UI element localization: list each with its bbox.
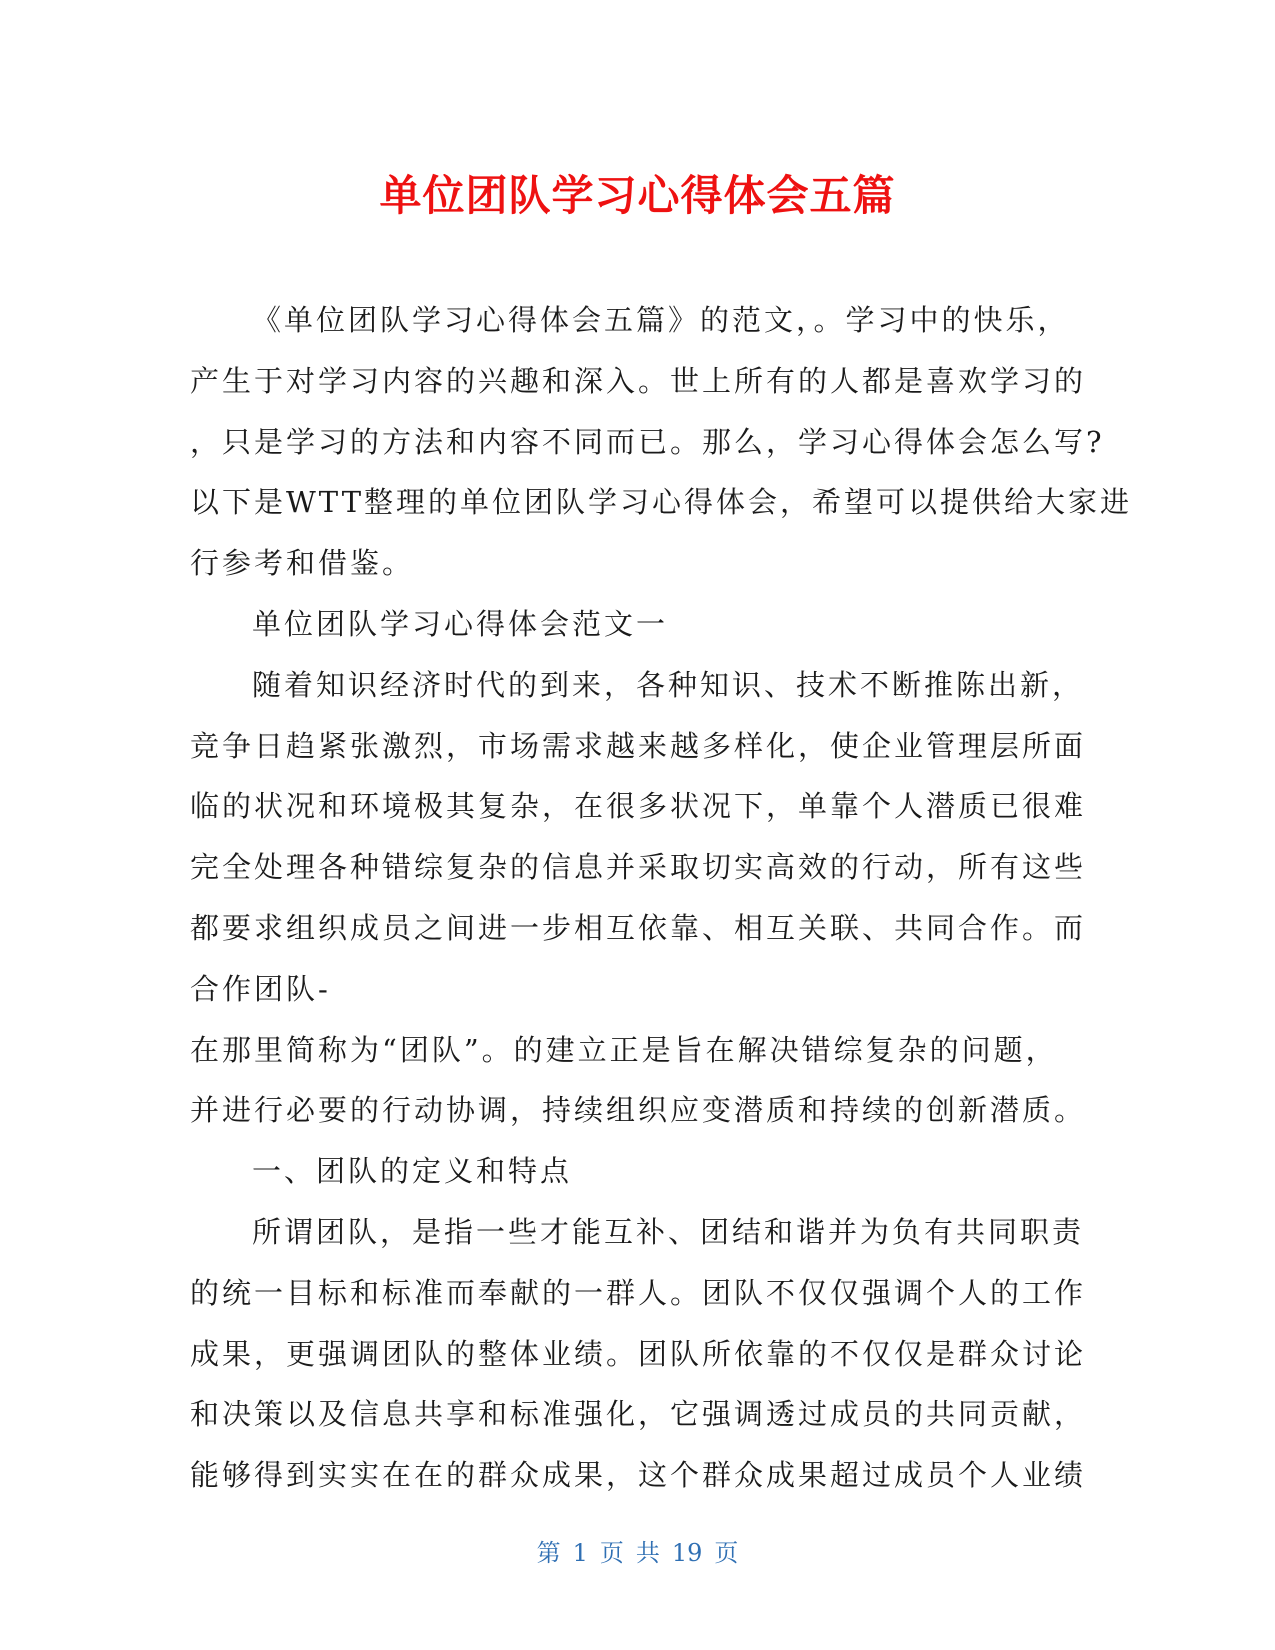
text-line: 随着知识经济时代的到来，各种知识、技术不断推陈出新， [252,667,1085,702]
text-line: 竞争日趋紧张激烈，市场需求越来越多样化，使企业管理层所面 [190,728,1087,763]
text-line: 和决策以及信息共享和标准强化，它强调透过成员的共同贡献， [190,1397,1087,1432]
footer-total-pages: 19 [671,1539,703,1567]
text-line: 完全处理各种错综复杂的信息并采取切实高效的行动，所有这些 [190,850,1087,885]
text-line: 能够得到实实在在的群众成果，这个群众成果超过成员个人业绩 [190,1458,1087,1493]
text-line: 的统一目标和标准而奉献的一群人。团队不仅仅强调个人的工作 [190,1275,1087,1310]
footer-page-unit: 页 [599,1539,624,1567]
section-heading: 单位团队学习心得体会范文一 [252,606,669,641]
document-title: 单位团队学习心得体会五篇 [379,171,896,220]
text-line: 《单位团队学习心得体会五篇》的范文，。学习中的快乐， [252,303,1070,337]
text-line: 并进行必要的行动协调，持续组织应变潜质和持续的创新潜质。 [190,1093,1087,1128]
section-heading: 一、团队的定义和特点 [252,1154,573,1189]
text-line: 合作团队- [190,971,331,1006]
text-line: 成果，更强调团队的整体业绩。团队所依靠的不仅仅是群众讨论 [190,1336,1087,1371]
footer-total-unit: 页 [714,1539,739,1567]
text-line: 临的状况和环境极其复杂，在很多状况下，单靠个人潜质已很难 [190,789,1087,824]
page-footer [0,1537,1275,1569]
footer-total-prefix: 共 [635,1539,660,1567]
text-line: 行参考和借鉴。 [190,546,415,581]
text-line: 都要求组织成员之间进一步相互依靠、相互关联、共同合作。而 [190,910,1087,945]
text-line: 在那里简称为“团队”。的建立正是旨在解决错综复杂的问题， [190,1032,1058,1067]
text-line: 所谓团队，是指一些才能互补、团结和谐并为负有共同职责 [252,1214,1085,1249]
document-body [190,290,1133,1506]
footer-current-page: 1 [572,1539,588,1567]
text-line: 以下是WTT整理的单位团队学习心得体会，希望可以提供给大家进 [190,485,1133,520]
text-line: ，只是学习的方法和内容不同而已。那么，学习心得体会怎么写? [190,424,1105,459]
footer-prefix: 第 [536,1539,561,1567]
text-line: 产生于对学习内容的兴趣和深入。世上所有的人都是喜欢学习的 [190,363,1087,398]
